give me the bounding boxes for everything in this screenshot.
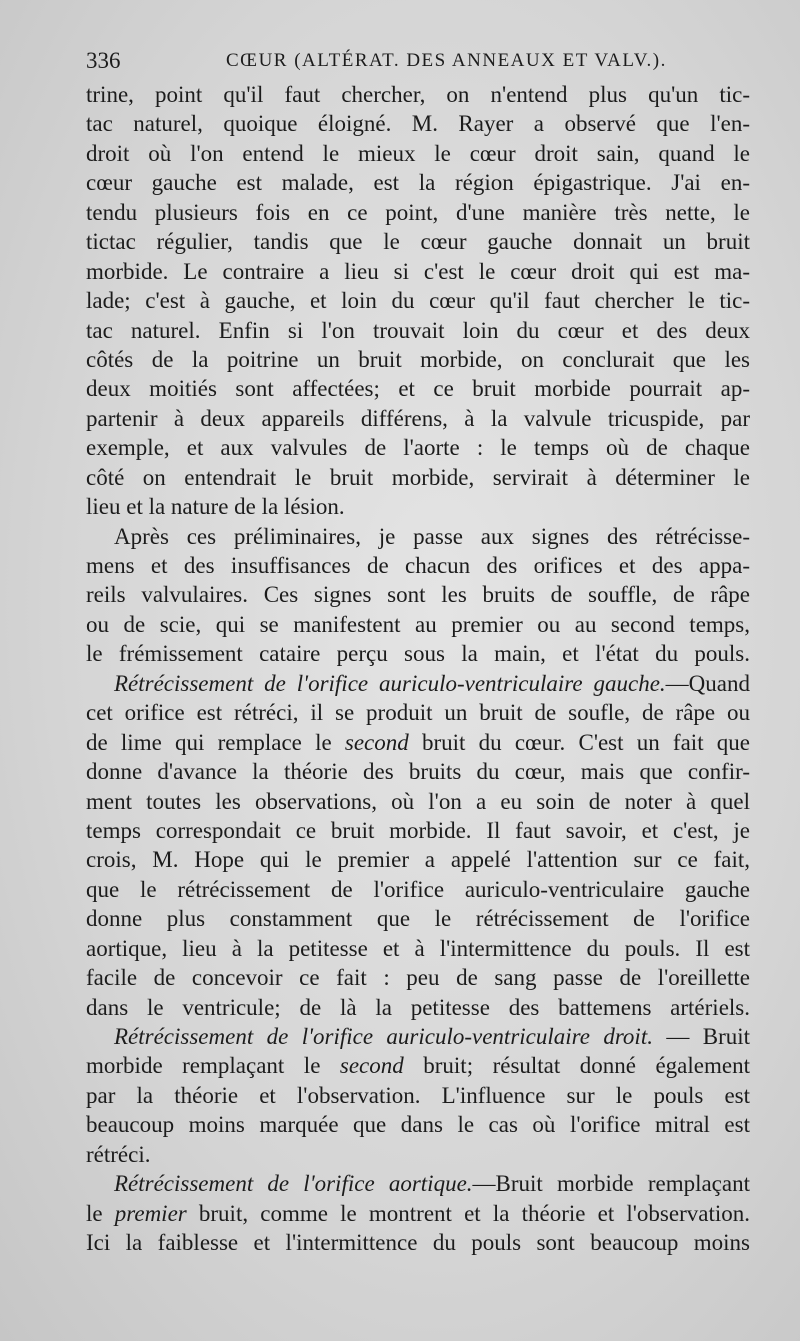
text-line: partenir à deux appareils différens, à la valvule tricuspide, par bbox=[86, 405, 750, 431]
text-line: trine, point qu'il faut chercher, on n'entend plus qu'un tic- bbox=[86, 82, 750, 107]
running-title: CŒUR (ALTÉRAT. DES ANNEAUX ET VALV.). bbox=[226, 50, 667, 71]
text-line: dans le ventricule; de là la petitesse des battemens artériels. bbox=[86, 994, 750, 1020]
text-line: droit où l'on entend le mieux le cœur droit sain, quand le bbox=[86, 140, 750, 166]
text-line: le premier bruit, comme le montrent et la théorie et l'observation. bbox=[86, 1200, 750, 1226]
text-line: rétréci. bbox=[86, 1141, 151, 1167]
text-line: Après ces préliminaires, je passe aux signes des rétrécisse- bbox=[114, 523, 750, 549]
text-line: exemple, et aux valvules de l'aorte : le temps où de chaque bbox=[86, 435, 750, 461]
text-line: deux moitiés sont affectées; et ce bruit morbide pourrait ap- bbox=[86, 376, 750, 402]
text-line: tendu plusieurs fois en ce point, d'une manière très nette, le bbox=[86, 199, 750, 225]
text-line: beaucoup moins marquée que dans le cas où l'orifice mitral est bbox=[86, 1112, 750, 1138]
text-line: par la théorie et l'observation. L'influence sur le pouls est bbox=[86, 1082, 750, 1108]
section-heading-line: Rétrécissement de l'orifice auriculo-ventriculaire droit. — Bruit bbox=[114, 1024, 750, 1049]
text-line: ou de scie, qui se manifestent au premier ou au second temps, bbox=[86, 611, 750, 637]
text-line: donne d'avance la théorie des bruits du cœur, mais que confir- bbox=[86, 759, 750, 785]
body-text bbox=[86, 80, 750, 1258]
text-line: tac naturel, quoique éloigné. M. Rayer a observé que l'en- bbox=[86, 111, 750, 137]
text-line: cœur gauche est malade, est la région épigastrique. J'ai en- bbox=[86, 170, 750, 196]
text-line: donne plus constamment que le rétrécissement de l'orifice bbox=[86, 906, 750, 932]
text-line: que le rétrécissement de l'orifice auriculo-ventriculaire gauche bbox=[86, 876, 750, 902]
text-line: ment toutes les observations, où l'on a eu soin de noter à quel bbox=[86, 788, 750, 814]
text-line: aortique, lieu à la petitesse et à l'intermittence du pouls. Il est bbox=[86, 935, 750, 961]
section-heading: Rétrécissement de l'orifice auriculo-ventriculaire droit. bbox=[114, 1024, 653, 1049]
text-line: de lime qui remplace le second bruit du cœur. C'est un fait que bbox=[86, 729, 750, 755]
section-heading: Rétrécissement de l'orifice auriculo-ventriculaire gauche. bbox=[114, 670, 666, 696]
page-number: 336 bbox=[86, 48, 121, 73]
text-line: facile de concevoir ce fait : peu de sang passe de l'oreillette bbox=[86, 965, 750, 991]
section-heading: Rétrécissement de l'orifice aortique. bbox=[114, 1171, 473, 1197]
text-line: cet orifice est rétréci, il se produit un bruit de soufle, de râpe ou bbox=[86, 700, 750, 726]
text-line: lade; c'est à gauche, et loin du cœur qu'il faut chercher le tic- bbox=[86, 288, 750, 314]
text-line: morbide remplaçant le second bruit; résultat donné également bbox=[86, 1053, 750, 1079]
section-heading-line: Rétrécissement de l'orifice auriculo-ventriculaire gauche.—Quand bbox=[114, 670, 750, 696]
text-line: lieu et la nature de la lésion. bbox=[86, 494, 345, 520]
text-line: tac naturel. Enfin si l'on trouvait loin du cœur et des deux bbox=[86, 317, 750, 343]
text-line: crois, M. Hope qui le premier a appelé l'attention sur ce fait, bbox=[86, 847, 750, 873]
text-line: côté on entendrait le bruit morbide, servirait à déterminer le bbox=[86, 464, 750, 490]
text-line: morbide. Le contraire a lieu si c'est le cœur droit qui est ma- bbox=[86, 258, 750, 284]
section-heading-line: Rétrécissement de l'orifice aortique.—Bruit morbide remplaçant bbox=[114, 1171, 750, 1197]
page-header bbox=[86, 44, 746, 78]
text-line: côtés de la poitrine un bruit morbide, on conclurait que les bbox=[86, 346, 750, 372]
text-line: tictac régulier, tandis que le cœur gauche donnait un bruit bbox=[86, 229, 750, 255]
text-line: Ici la faiblesse et l'intermittence du pouls sont beaucoup moins bbox=[86, 1230, 750, 1256]
text-line: reils valvulaires. Ces signes sont les bruits de souffle, de râpe bbox=[86, 582, 750, 608]
text-line: mens et des insuffisances de chacun des orifices et des appa- bbox=[86, 553, 750, 578]
text-line: le frémissement cataire perçu sous la main, et l'état du pouls. bbox=[86, 641, 750, 667]
text-line: temps correspondait ce bruit morbide. Il faut savoir, et c'est, je bbox=[86, 817, 750, 843]
